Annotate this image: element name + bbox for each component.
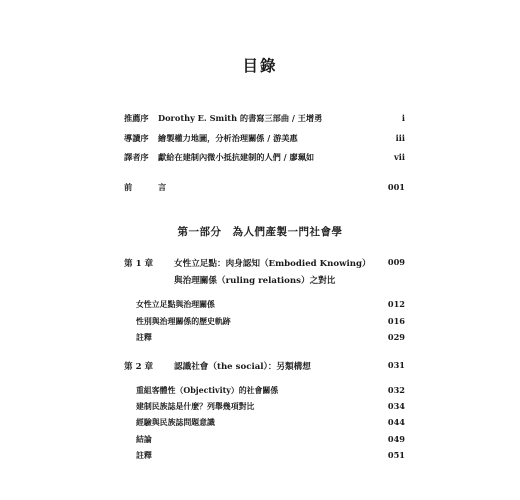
part-heading: 第一部分 為人們產製一門社會學 xyxy=(177,226,343,238)
page-number: iii xyxy=(395,133,405,143)
section-title: 經驗與民族誌問題意識 xyxy=(136,418,215,427)
entry-label: 導讀序 xyxy=(124,133,149,143)
page-title: 目錄 xyxy=(242,56,278,75)
page-number: 049 xyxy=(387,434,405,444)
page-number: 034 xyxy=(387,401,405,411)
page-number: 051 xyxy=(387,450,405,460)
chapter-number: 第 2 章 xyxy=(124,362,154,372)
page-number: 044 xyxy=(387,417,405,427)
entry-title: Dorothy E. Smith 的書寫三部曲 / 王增勇 xyxy=(158,113,323,123)
page-number: 016 xyxy=(387,316,405,326)
entry-label: 推薦序 xyxy=(124,113,149,123)
page-number: i xyxy=(401,113,405,123)
page-number: 032 xyxy=(387,385,405,395)
page-number: 012 xyxy=(387,299,405,309)
section-title: 重組客體性（Objectivity）的社會關係 xyxy=(136,386,279,395)
section-title: 建制民族誌是什麼？列舉幾項對比 xyxy=(136,402,255,411)
entry-title: 獻給在建制內微小抵抗建制的人們 / 廖珮如 xyxy=(158,152,315,162)
entry-label: 譯者序 xyxy=(124,152,149,162)
preface-label-first: 前 xyxy=(124,182,133,192)
section-title: 註釋 xyxy=(136,451,152,460)
section-title: 性別與治理關係的歷史軌跡 xyxy=(136,317,231,326)
page-number: vii xyxy=(394,152,405,162)
preface-label-second: 言 xyxy=(158,182,167,192)
chapter-title-line1: 女性立足點：肉身認知（Embodied Knowing） xyxy=(174,259,371,269)
chapter-title: 認識社會（the social）：另類構想 xyxy=(174,362,311,372)
section-title: 女性立足點與治理關係 xyxy=(136,300,215,309)
section-title: 註釋 xyxy=(136,333,152,342)
section-title: 結論 xyxy=(136,435,152,444)
page-number: 001 xyxy=(387,182,405,192)
chapter-number: 第 1 章 xyxy=(124,259,154,269)
entry-title: 繪製權力地圖，分析治理關係 / 游美惠 xyxy=(158,133,298,143)
chapter-title-line2: 與治理關係（ruling relations）之對比 xyxy=(174,276,336,286)
page-number: 029 xyxy=(387,332,405,342)
page-number: 031 xyxy=(387,360,405,370)
page-number: 009 xyxy=(387,257,405,267)
